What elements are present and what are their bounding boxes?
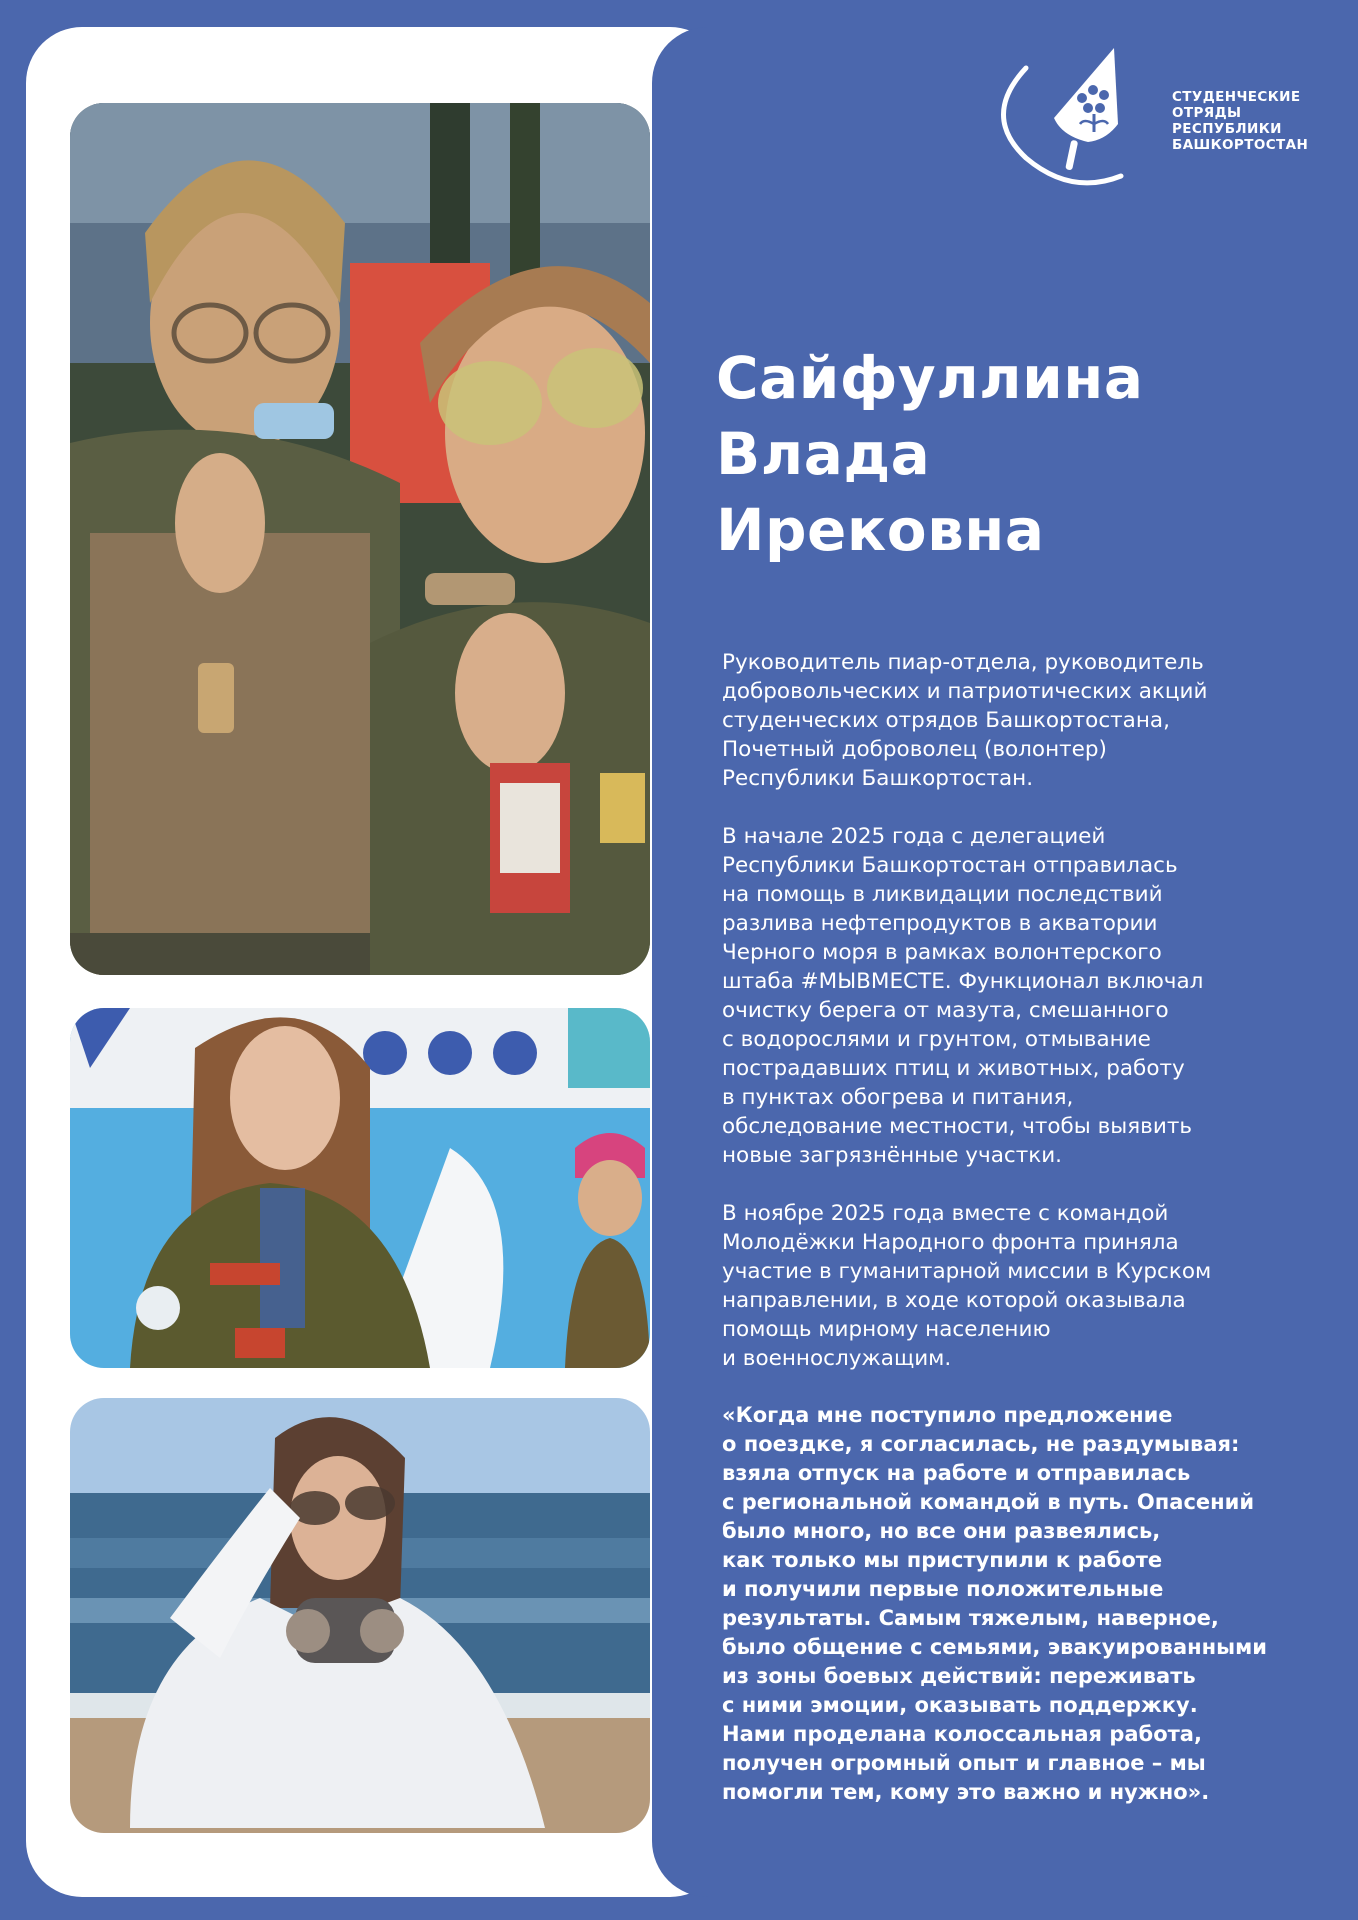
photo-two-volunteers [70,103,650,975]
text-line: Молодёжки Народного фронта приняла [722,1230,1179,1255]
quote-line: и получили первые положительные [722,1577,1164,1601]
logo-line: БАШКОРТОСТАН [1172,137,1309,153]
logo-line: ОТРЯДЫ [1172,105,1242,121]
quote-line: с ними эмоции, оказывать поддержку. [722,1693,1198,1717]
quote-line: было много, но все они развеялись, [722,1519,1161,1543]
text-line: пострадавших птиц и животных, работу [722,1056,1185,1081]
surname: Сайфуллина [716,344,1144,412]
quote-line: результаты. Самым тяжелым, наверное, [722,1606,1219,1630]
logo-line: РЕСПУБЛИКИ [1172,121,1282,137]
quote-line: получен огромный опыт и главное – мы [722,1751,1206,1775]
text-line: разлива нефтепродуктов в акватории [722,911,1158,936]
quote-line: взяла отпуск на работе и отправилась [722,1461,1191,1485]
quote-line: с региональной командой в путь. Опасений [722,1490,1255,1514]
kursk-paragraph [722,1199,1332,1373]
text-line: студенческих отрядов Башкортостана, [722,708,1170,733]
quote-line: «Когда мне поступило предложение [722,1403,1173,1427]
text-line: добровольческих и патриотических акций [722,679,1208,704]
quote-line: как только мы приступили к работе [722,1548,1163,1572]
text-line: В начале 2025 года с делегацией [722,824,1106,849]
quote-line: Нами проделана колоссальная работа, [722,1722,1202,1746]
text-line: на помощь в ликвидации последствий [722,882,1163,907]
patronymic: Ирековна [716,496,1045,564]
person-name [716,340,1144,568]
bio-paragraph [722,648,1332,793]
text-line: Республики Башкортостан. [722,766,1034,791]
text-line: новые загрязнённые участки. [722,1143,1063,1168]
text-line: Почетный доброволец (волонтер) [722,737,1107,762]
student-brigades-logo-icon [996,46,1146,188]
quote [722,1401,1332,1807]
text-line: в пунктах обогрева и питания, [722,1085,1074,1110]
quote-line: помогли тем, кому это важно и нужно». [722,1780,1210,1804]
text-line: очистку берега от мазута, смешанного [722,998,1169,1023]
text-line: В ноябре 2025 года вместе с командой [722,1201,1169,1226]
text-line: помощь мирному населению [722,1317,1051,1342]
text-line: Руководитель пиар-отдела, руководитель [722,650,1204,675]
quote-line: было общение с семьями, эвакуированными [722,1635,1268,1659]
photo-volunteer-uniform [70,1008,650,1368]
black-sea-paragraph [722,822,1332,1170]
text-line: с водорослями и грунтом, отмывание [722,1027,1151,1052]
logo-line: СТУДЕНЧЕСКИЕ [1172,89,1301,105]
text-line: и военнослужащим. [722,1346,952,1371]
photo-volunteer-beach [70,1398,650,1833]
quote-line: из зоны боевых действий: переживать [722,1664,1196,1688]
logo-wordmark [1172,89,1308,153]
text-line: штаба #МЫВМЕСТЕ. Функционал включал [722,969,1204,994]
first-name: Влада [716,420,931,488]
text-line: Черного моря в рамках волонтерского [722,940,1162,965]
text-line: направлении, в ходе которой оказывала [722,1288,1186,1313]
quote-line: о поездке, я согласилась, не раздумывая: [722,1432,1240,1456]
text-line: Республики Башкортостан отправилась [722,853,1178,878]
text-line: обследование местности, чтобы выявить [722,1114,1193,1139]
text-line: участие в гуманитарной миссии в Курском [722,1259,1212,1284]
